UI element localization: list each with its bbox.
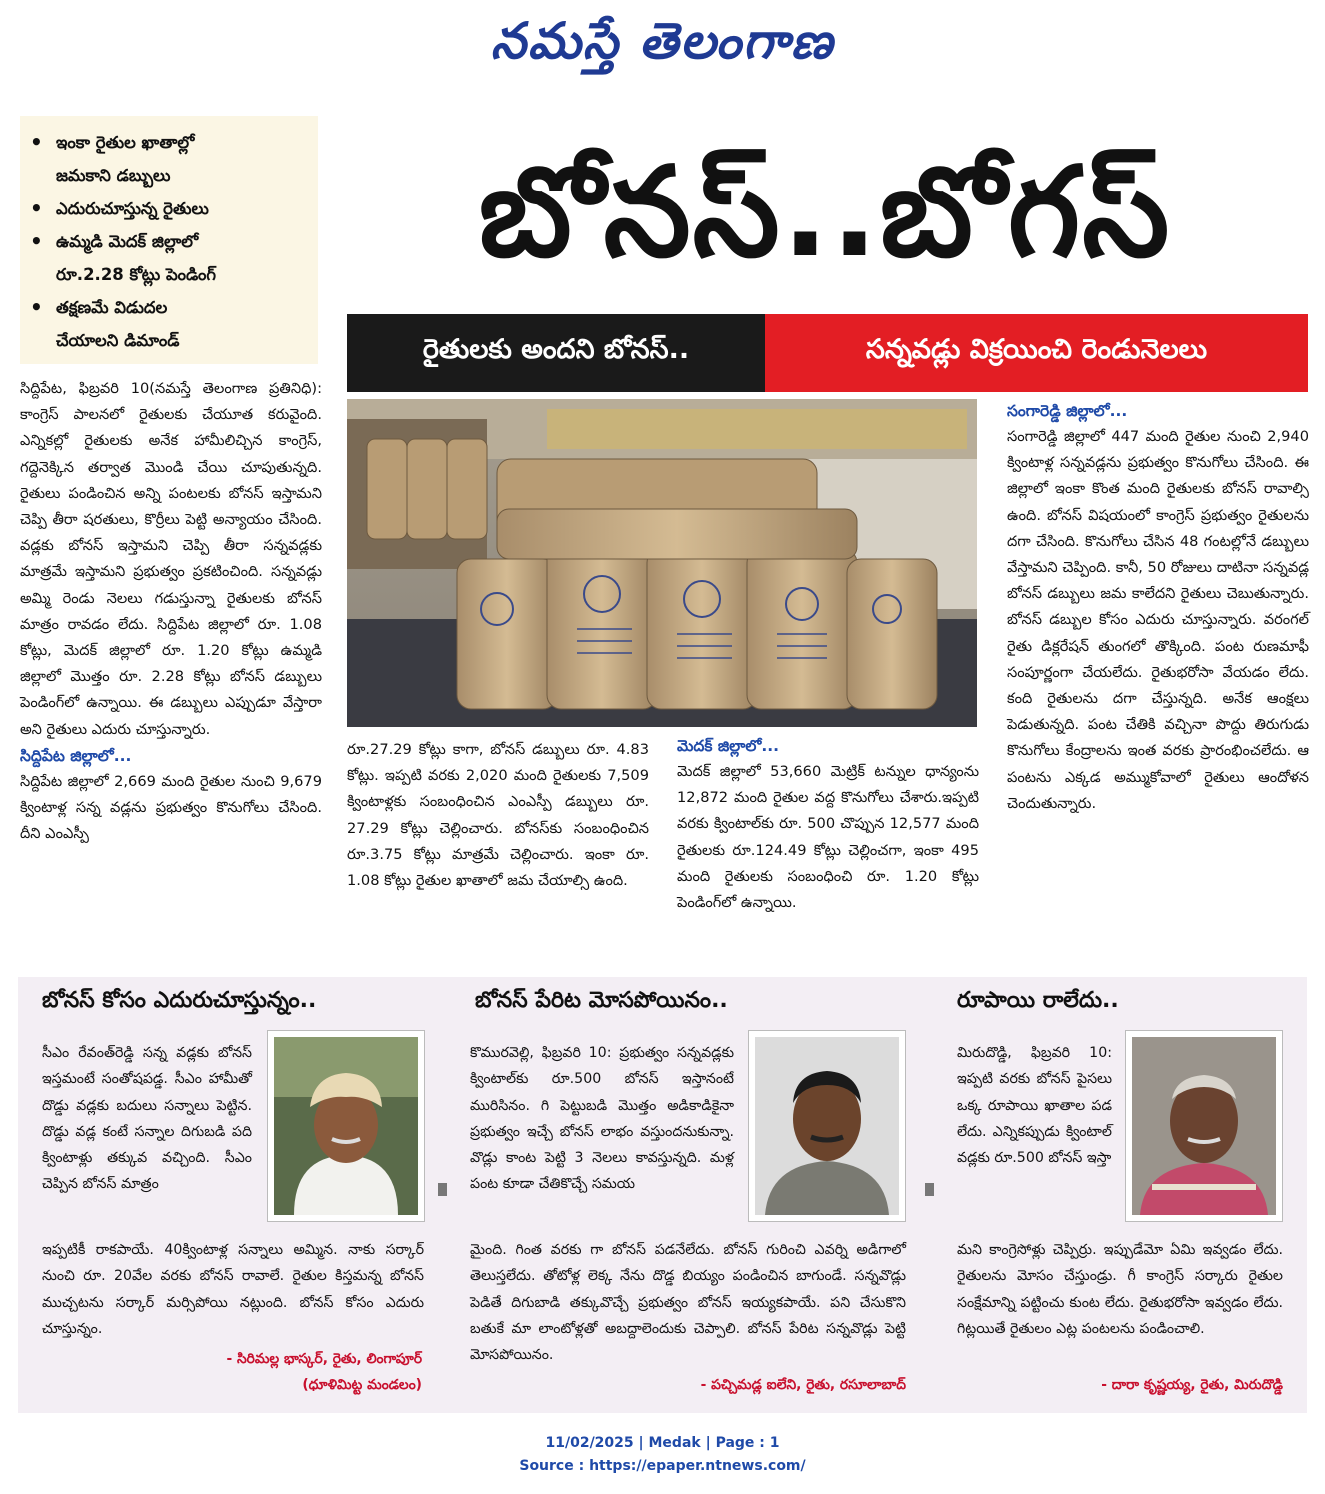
bullet-icon: •: [30, 295, 43, 319]
article-text: సిద్దిపేట, ఫిబ్రవరి 10(నమస్తే తెలంగాణ ప్రతినిధి): కాంగ్రెస్ పాలనలో రైతులకు చేయూత కరువైంది. ఎన్నికల్లో రైతులకు అనేక హామీలిచ్చిన కాంగ్రెస్, గద్దెనెక్కిన తర్వాత మొండి చేయి చూపుతున్నది. రైతులు పండించిన అన్ని పంటలకు బోనస్ ఇస్తామని చెప్పి తీరా షరతులు, కొర్రీలు పెట్టి అన్యాయం చేసింది. వడ్లకు బోనస్ ఇస్తామని చెప్పి తీరా సన్నవడ్లకు మాత్రమే ఇస్తామని ప్రభుత్వం ప్రకటించింది. సన్నవడ్లు అమ్మి రెండు నెలలు గడుస్తున్నా రైతులకు బోనస్ మాత్రం రావడం లేదు. సిద్దిపేట జిల్లాలో రూ. 1.08 కోట్లు, మెదక్ జిల్లాలో రూ. 1.20 కోట్లు ఉమ్మడి జిల్లాలో మొత్తం రూ. 2.28 కోట్లు బోనస్ డబ్బులు పెండింగ్‌లో ఉన్నాయి. ఈ డబ్బులు ఎప్పుడూ వేస్తారా అని రైతులు ఎదురు చూస్తున్నారు.: [20, 380, 322, 738]
article-column-3: [677, 733, 979, 916]
article-column-4: [1007, 398, 1309, 817]
highlights-box: [20, 116, 318, 364]
quote-text: మిరుదొడ్డి, ఫిబ్రవరి 10: ఇప్పటి వరకు బోనస్ పైసలు ఒక్క రూపాయి ఖాతాల పడ లేదు. ఎన్నికప్పుడు క్వింటాల్ వడ్లకు రూ.500 బోనస్ ఇస్తా: [957, 1045, 1112, 1167]
sub-headline-black: రైతులకు అందని బోనస్..: [347, 314, 765, 392]
masthead-logo: నమస్తే తెలంగాణ: [490, 12, 835, 70]
highlight-item: • తక్షణమే విడుదల చేయాలని డిమాండ్: [30, 291, 310, 357]
highlight-item: • ఉమ్మడి మెదక్ జిల్లాలో రూ.2.28 కోట్లు పెండింగ్: [30, 225, 310, 291]
page-footer: [0, 1432, 1325, 1478]
article-column-1: [20, 376, 322, 847]
sub-headline-red: సన్నవడ్లు విక్రయించి రెండునెలలు: [765, 314, 1308, 392]
quote-attribution: - సిరిమల్ల భాస్కర్, రైతు, లింగాపూర్ (ధూళిమిట్ట మండలం): [226, 1351, 422, 1393]
farmer-portrait: [748, 1030, 906, 1222]
edition-info: 11/02/2025 | Medak | Page : 1: [545, 1435, 780, 1451]
quote-text: కొమురవెల్లి, ఫిబ్రవరి 10: ప్రభుత్వం సన్నవడ్లకు క్వింటాల్‌కు రూ.500 బోనస్ ఇస్తానంటే మురిసినం. గి పెట్టుబడి మొత్తం అడికాడికైనా ప్రభుత్వం ఇచ్చే బోనస్ లాభం వస్తుందనుకున్నా. వొడ్లు కాంట పెట్టి 3 నెలలు కావస్తున్నది. మళ్ల పంట కూడా చేతికొచ్చే సమయ: [470, 1045, 734, 1193]
farmer-portrait: [1125, 1030, 1283, 1222]
article-text: రూ.27.29 కోట్లు కాగా, బోనస్ డబ్బులు రూ. 4.83 కోట్లు. ఇప్పటి వరకు 2,020 మంది రైతులకు 7,509 క్వింటాళ్లకు సంబంధించిన ఎంఎస్పీ డబ్బులు రూ. 27.29 కోట్లు చెల్లించారు. బోనస్‌కు సంబంధించిన రూ.3.75 కోట్లు మాత్రమే చెల్లించారు. ఇంకా రూ. 1.08 కోట్లు రైతుల ఖాతాలో జమ చేయాల్సి ఉంది.: [347, 741, 649, 890]
farmer-portrait: [267, 1030, 425, 1222]
column-separator: [925, 1183, 934, 1196]
quote-title: బోనస్ పేరిట మోసపోయినం..: [475, 988, 728, 1013]
paddy-sacks-photo: [347, 399, 977, 727]
sub-headline-banner: [347, 314, 1308, 392]
section-subtitle: మెదక్ జిల్లాలో...: [677, 737, 780, 755]
quote-title: రూపాయి రాలేదు..: [957, 988, 1119, 1013]
source-link[interactable]: Source : https://epaper.ntnews.com/: [519, 1458, 806, 1474]
section-subtitle: సిద్దిపేట జిల్లాలో...: [20, 746, 132, 765]
quote-attribution: - దారా కృష్ణయ్య, రైతు, మిరుదొడ్డి: [1101, 1377, 1283, 1393]
quote-attribution: - పచ్చిమడ్ల ఐలేని, రైతు, రసూలాబాద్: [700, 1377, 906, 1393]
bullet-icon: •: [30, 196, 43, 220]
quote-text: మని కాంగ్రెసోళ్లు చెప్పిర్రు. ఇప్పుడేమో ఏమి ఇవ్వడం లేదు. రైతులను మోసం చేస్తుండ్రు. గీ కాంగ్రెస్ సర్కారు రైతుల సంక్షేమాన్ని పట్టించు కుంట లేదు. రైతుభరోసా ఇవ్వడం లేదు. గిట్లయితే రైతులం ఎట్ల పంటలను పండించాలి.: [957, 1242, 1283, 1337]
highlight-item: • ఇంకా రైతుల ఖాతాల్లో జమకాని డబ్బులు: [30, 126, 310, 192]
article-text: మెదక్ జిల్లాలో 53,660 మెట్రిక్ టన్నుల ధాన్యంను 12,872 మంది రైతుల వద్ద కొనుగోలు చేశారు.ఇప్పటి వరకు క్వింటాల్‌కు రూ. 500 చొప్పున 12,577 మంది రైతులకు రూ.124.49 కోట్లు చెల్లించగా, ఇంకా 495 మంది రైతులకు సంబంధించి రూ. 1.20 కోట్లు పెండింగ్‌లో ఉన్నాయి.: [677, 763, 979, 912]
quote-text: సీఎం రేవంత్‌రెడ్డి సన్న వడ్లకు బోనస్ ఇస్తమంటే సంతోషపడ్డ. సీఎం హామీతో దొడ్డు వడ్లకు బదులు సన్నాలు పెట్టిన. దొడ్డు వడ్ల కంటే సన్నాల దిగుబడి పది క్వింటాళ్లు తక్కువ వచ్చింది. సీఎం చెప్పిన బోనస్ మాత్రం: [42, 1045, 252, 1193]
bullet-icon: •: [30, 229, 43, 253]
article-text: సిద్దిపేట జిల్లాలో 2,669 మంది రైతుల నుంచి 9,679 క్వింటాళ్ల సన్న వడ్లను ప్రభుత్వం కొనుగోలు చేసింది. దీని ఎంఎస్పీ: [20, 772, 322, 843]
column-separator: [438, 1183, 447, 1196]
section-subtitle: సంగారెడ్డి జిల్లాలో...: [1007, 402, 1128, 420]
quote-text: మైంది. గింత వరకు గా బోనస్ పడనేలేదు. బోనస్ గురించి ఎవర్ని అడిగాలో తెలుస్తలేదు. తోటోళ్ల లెక్క నేను దొడ్డ బియ్యం పండించిన బాగుండే. సన్నవొడ్లు పెడితే దిగుబాడి తక్కువొచ్చే ప్రభుత్వం బోనస్ ఇయ్యకపాయే. పని చేసుకొని బతుకే మా లాంటోళ్లతో అబద్దాలెందుకు చెప్పాలి. బోనస్ పేరిట సన్నవొడ్లు పెట్టి మోసపోయినం.: [470, 1242, 906, 1364]
headline: బోనస్..బోగస్: [478, 141, 1172, 285]
quote-title: బోనస్ కోసం ఎదురుచూస్తున్నం..: [42, 988, 317, 1013]
highlight-item: • ఎదురుచూస్తున్న రైతులు: [30, 192, 310, 225]
article-column-2: [347, 737, 649, 894]
bullet-icon: •: [30, 130, 43, 154]
quote-text: ఇప్పటికీ రాకపాయే. 40క్వింటాళ్ల సన్నాలు అమ్మిన. నాకు సర్కార్ నుంచి రూ. 20వేల వరకు బోనస్ రావాలే. రైతుల కిస్తమన్న బోనస్ ముచ్చటను సర్కార్ మర్సిపోయి నట్లుంది. బోనస్ కోసం ఎదురు చూస్తున్నం.: [42, 1242, 424, 1337]
article-text: సంగారెడ్డి జిల్లాలో 447 మంది రైతుల నుంచి 2,940 క్వింటాళ్ల సన్నవడ్లను ప్రభుత్వం కొనుగోలు చేసింది. ఈ జిల్లాలో ఇంకా కొంత మంది రైతులకు బోనస్ రావాల్సి ఉంది. బోనస్ విషయంలో కాంగ్రెస్ ప్రభుత్వం రైతులను దగా చేసింది. కొనుగోలు చేసిన 48 గంటల్లోనే డబ్బులు వేస్తామని చెప్పింది. కానీ, 50 రోజులు దాటినా సన్నవడ్ల బోనస్ డబ్బులు జమ కాలేదని రైతులు చెబుతున్నారు. బోనస్ డబ్బుల కోసం ఎదురు చూస్తున్నారు. వరంగల్ రైతు డిక్లరేషన్ తుంగలో తొక్కింది. పంట రుణమాఫీ సంపూర్ణంగా చేయలేదు. రైతుభరోసా వేయడం లేదు. కంది రైతులను దగా చేస్తున్నది. అనేక ఆంక్షలు పెడుతున్నది. పంట చేతికి వచ్చినా పొద్దు తిరుగుడు కొనుగోలు కేంద్రాలను ఇంత వరకు ప్రారంభించలేదు. ఆ పంటను ఎక్కడ అమ్ముకోవాలో రైతులు ఆందోళన చెందుతున్నారు.: [1007, 428, 1309, 812]
